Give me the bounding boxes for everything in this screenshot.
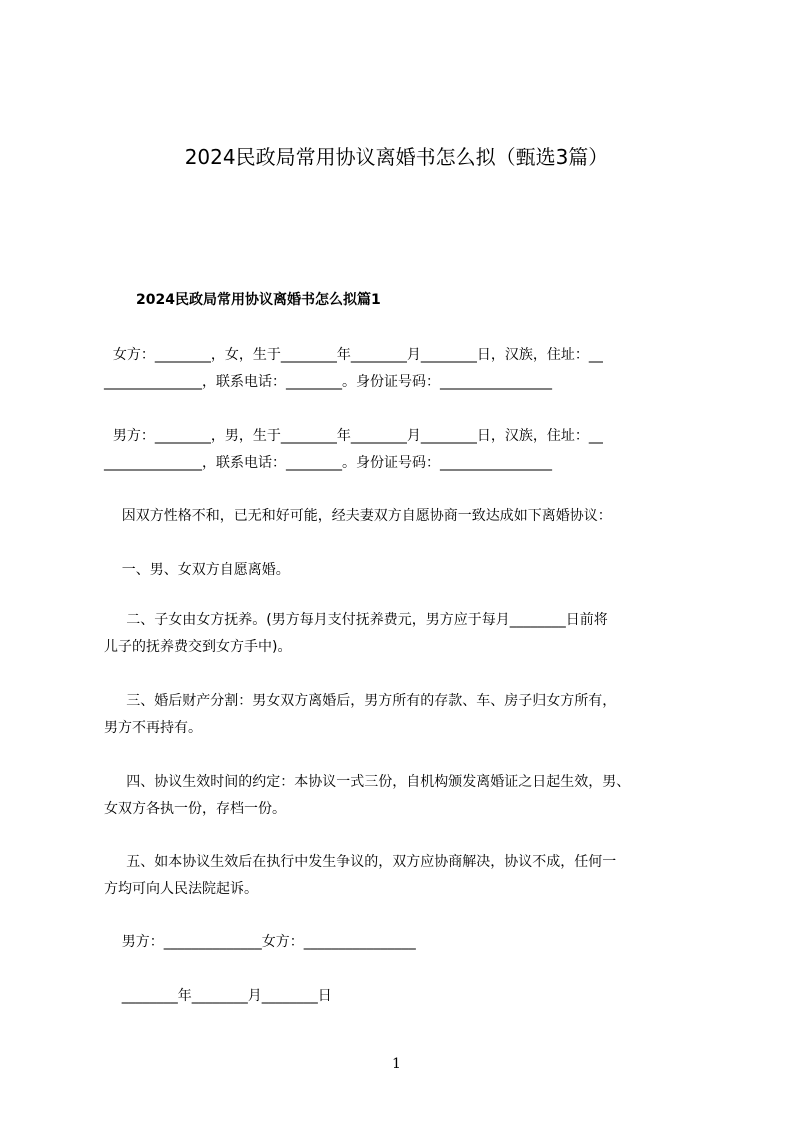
section-heading: 2024民政局常用协议离婚书怎么拟篇1	[136, 292, 381, 308]
paragraph-line: 男方：______________女方：________________	[104, 934, 416, 950]
paragraph-line: 五、如本协议生效后在执行中发生争议的，双方应协商解决，协议不成，任何一	[104, 854, 617, 870]
clause-4	[104, 769, 704, 823]
clause-1	[104, 557, 704, 584]
paragraph-reason	[104, 503, 704, 530]
paragraph-line: ______________，联系电话：________。身份证号码：________________	[104, 374, 552, 390]
paragraph-line: 四、协议生效时间的约定：本协议一式三份，自机构颁发离婚证之日起生效，男、	[104, 774, 631, 790]
paragraph-line: 一、男、女双方自愿离婚。	[104, 562, 290, 578]
clause-3	[104, 688, 704, 742]
paragraph-line: 因双方性格不和，已无和好可能，经夫妻双方自愿协商一致达成如下离婚协议：	[104, 508, 612, 524]
paragraph-line: 三、婚后财产分割：男女双方离婚后，男方所有的存款、车、房子归女方所有，	[104, 693, 617, 709]
paragraph-line: 男方：________，男，生于________年________月________日，汉族，住址：__	[104, 428, 603, 444]
paragraph-line: 女双方各执一份，存档一份。	[104, 801, 286, 817]
clause-5	[104, 849, 704, 903]
signature-line	[104, 929, 704, 956]
paragraph-husband-info	[104, 423, 704, 477]
paragraph-line: ________年________月________日	[104, 988, 332, 1004]
paragraph-line: 方均可向人民法院起诉。	[104, 881, 258, 897]
paragraph-wife-info	[104, 342, 704, 396]
paragraph-line: 女方：________，女，生于________年________月________日，汉族，住址：__	[104, 347, 603, 363]
paragraph-line: 二、子女由女方抚养。(男方每月支付抚养费元，男方应于每月________日前将	[104, 612, 608, 628]
paragraph-line: 男方不再持有。	[104, 720, 202, 736]
document-title: 2024民政局常用协议离婚书怎么拟（甄选3篇）	[184, 145, 609, 169]
paragraph-line: 儿子的抚养费交到女方手中)。	[104, 639, 292, 655]
page-number: 1	[392, 1056, 401, 1072]
date-line	[104, 983, 704, 1010]
paragraph-line: ______________，联系电话：________。身份证号码：________________	[104, 455, 552, 471]
clause-2	[104, 607, 704, 661]
